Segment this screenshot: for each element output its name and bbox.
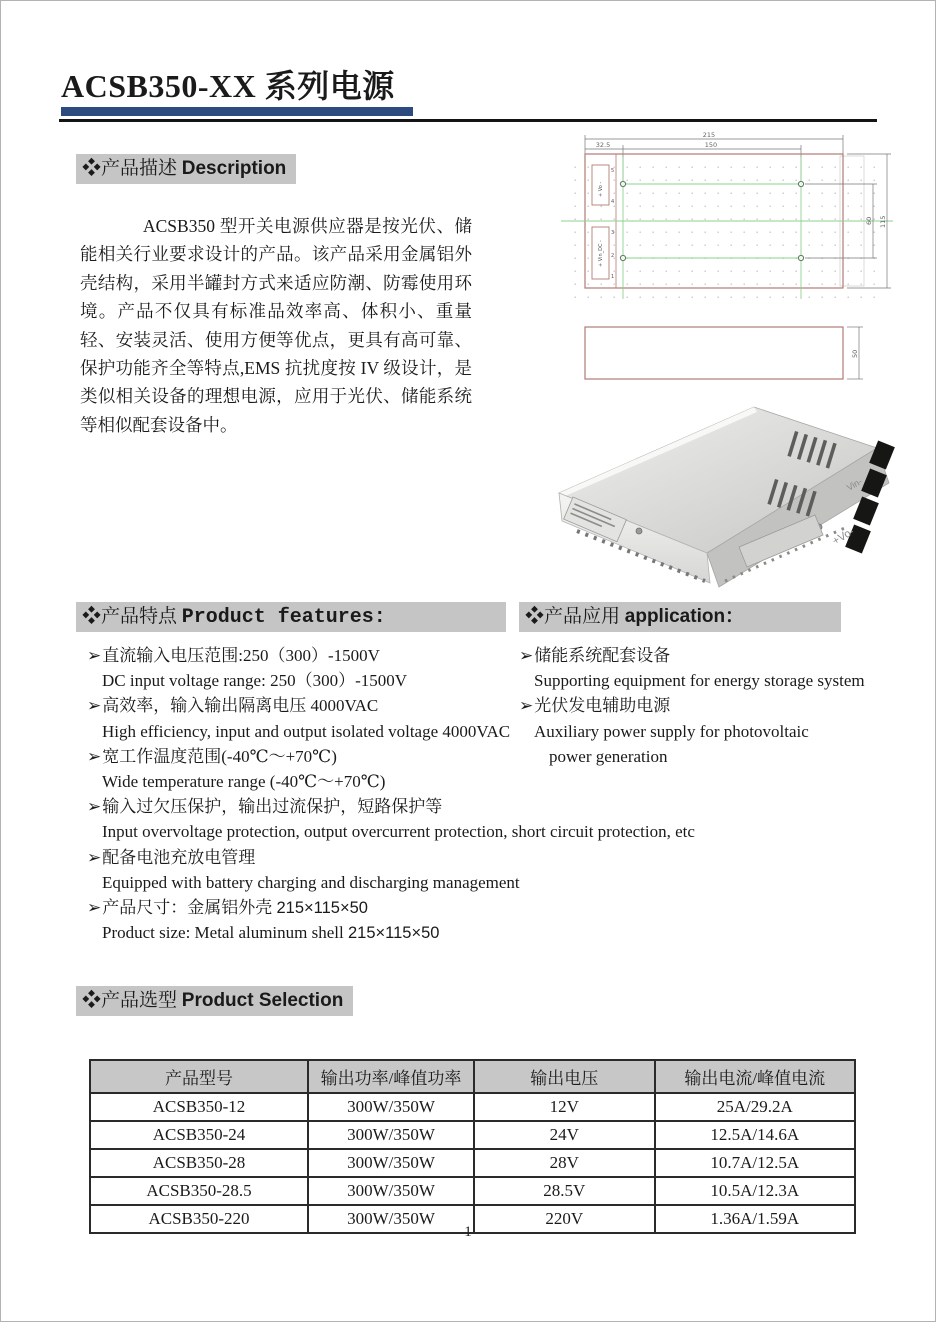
section-header-zh: ❖产品特点 <box>82 606 178 627</box>
feature-zh: 直流输入电压范围:250（300）-1500V <box>102 646 380 665</box>
section-header-zh: ❖产品应用 <box>525 606 621 627</box>
table-body <box>90 1093 855 1233</box>
table-row <box>90 1177 855 1205</box>
connector-vin-label: + Vin_DC - <box>598 240 604 267</box>
application-en: Supporting equipment for energy storage system <box>534 671 865 691</box>
page-title: ACSB350-XX 系列电源 <box>61 68 395 104</box>
feature-zh: 输入过欠压保护，输出过流保护，短路保护等 <box>102 797 443 817</box>
cell-voltage: 220V <box>474 1205 655 1233</box>
col-header-power: 输出功率/峰值功率 <box>308 1060 474 1093</box>
application-item <box>519 693 889 769</box>
cell-current: 1.36A/1.59A <box>655 1205 855 1233</box>
arrow-bullet-icon: ➢ <box>519 646 534 665</box>
pin-2: 2 <box>611 253 615 259</box>
feature-en: Equipped with battery charging and discharging management <box>102 872 520 892</box>
dimension-drawing-svg <box>561 127 899 387</box>
pin-1: 1 <box>611 274 615 280</box>
feature-item <box>87 845 797 895</box>
cell-voltage: 28.5V <box>474 1177 655 1205</box>
pin-5: 5 <box>611 168 615 174</box>
col-header-model: 产品型号 <box>90 1060 308 1093</box>
cell-voltage: 12V <box>474 1093 655 1121</box>
dim-label-60: 60 <box>865 216 873 225</box>
dimension-drawing <box>561 127 899 392</box>
dim-label-215: 215 <box>702 131 716 139</box>
col-header-voltage: 输出电压 <box>474 1060 655 1093</box>
screw <box>636 528 642 534</box>
col-header-current: 输出电流/峰值电流 <box>655 1060 855 1093</box>
dim-label-50: 50 <box>851 349 859 358</box>
title-rule <box>59 119 877 122</box>
table-row <box>90 1149 855 1177</box>
cell-current: 12.5A/14.6A <box>655 1121 855 1149</box>
application-zh: 储能系统配套设备 <box>534 646 671 665</box>
feature-en: Input overvoltage protection, output overcurrent protection, short circuit protection, etc <box>102 822 695 842</box>
cell-current: 10.5A/12.3A <box>655 1177 855 1205</box>
cell-current: 10.7A/12.5A <box>655 1149 855 1177</box>
connector-vo-label: + Vo - <box>598 181 604 197</box>
product-photo <box>547 395 899 602</box>
section-header-zh: ❖产品选型 <box>82 990 178 1011</box>
section-header-features <box>76 602 506 632</box>
section-header-application <box>519 602 841 632</box>
arrow-bullet-icon: ➢ <box>87 847 102 867</box>
page-number: 1 <box>464 1224 472 1240</box>
arrow-bullet-icon: ➢ <box>87 897 102 917</box>
feature-en-size: 215×115×50 <box>348 924 440 943</box>
pin-4: 4 <box>611 199 615 205</box>
feature-zh: 配备电池充放电管理 <box>102 847 256 867</box>
arrow-bullet-icon: ➢ <box>87 746 102 766</box>
section-header-selection <box>76 986 353 1016</box>
description-paragraph: ACSB350 型开关电源供应器是按光伏、储能相关行业要求设计的产品。该产品采用金属铝外壳结构，采用半罐封方式来适应防潮、防霉使用环境。产品不仅具有标准品效率高、体积小、重量轻、安装灵活、使用方便等优点，更具有高可靠、保护功能齐全等特点,EMS 抗扰度按 IV 级设计，是类似相关设备的理想电源，应用于光伏、储能系统等相似配套设备中。 <box>80 216 472 435</box>
section-header-description <box>76 154 296 184</box>
arrow-bullet-icon: ➢ <box>519 696 534 716</box>
section-header-en: Product features: <box>181 606 386 629</box>
application-zh: 光伏发电辅助电源 <box>534 696 671 716</box>
dim-label-115: 115 <box>879 215 887 228</box>
feature-en: DC input voltage range: 250（300）-1500V <box>102 671 408 691</box>
cell-model: ACSB350-28.5 <box>90 1177 308 1205</box>
feature-en: Product size: Metal aluminum shell <box>102 923 348 943</box>
cell-power: 300W/350W <box>308 1121 474 1149</box>
cell-power: 300W/350W <box>308 1177 474 1205</box>
pin-3: 3 <box>611 230 615 236</box>
feature-zh: 高效率，输入输出隔离电压 4000VAC <box>102 696 379 716</box>
product-photo-svg <box>547 395 899 597</box>
feature-item <box>87 895 797 945</box>
feature-zh: 宽工作温度范围(-40℃～+70℃) <box>102 746 337 766</box>
feature-en: High efficiency, input and output isolated voltage 4000VAC <box>102 721 511 741</box>
arrow-bullet-icon: ➢ <box>87 696 102 716</box>
arrow-bullet-icon: ➢ <box>87 646 102 665</box>
dim-label-32-5: 32.5 <box>595 141 611 149</box>
table-row <box>90 1121 855 1149</box>
feature-zh-size: 215×115×50 <box>276 898 368 917</box>
cell-power: 300W/350W <box>308 1093 474 1121</box>
feature-zh: 产品尺寸：金属铝外壳 <box>102 897 277 917</box>
feature-en: Wide temperature range (-40℃～+70℃) <box>102 771 386 791</box>
section-header-en: application： <box>624 606 745 627</box>
section-header-en: Product Selection <box>181 990 344 1011</box>
cell-voltage: 28V <box>474 1149 655 1177</box>
application-item <box>519 643 889 693</box>
table-header-row <box>90 1060 855 1093</box>
application-en: Auxiliary power supply for photovoltaic <box>534 721 809 741</box>
photo-label-vin: Vin- <box>845 476 864 493</box>
cell-model: ACSB350-28 <box>90 1149 308 1177</box>
cell-model: ACSB350-220 <box>90 1205 308 1233</box>
applications-list <box>519 643 889 769</box>
product-selection-table <box>89 1059 856 1234</box>
arrow-bullet-icon: ➢ <box>87 797 102 817</box>
photo-label-vo: +Vo- <box>830 525 857 548</box>
application-en-line2: power generation <box>549 746 668 766</box>
dim-label-150: 150 <box>704 141 718 149</box>
cell-voltage: 24V <box>474 1121 655 1149</box>
cell-model: ACSB350-12 <box>90 1093 308 1121</box>
table-row <box>90 1093 855 1121</box>
case-outline-side <box>585 327 843 379</box>
cell-current: 25A/29.2A <box>655 1093 855 1121</box>
title-underline-bar <box>61 107 413 116</box>
section-header-zh: ❖产品描述 <box>82 158 178 179</box>
cell-power: 300W/350W <box>308 1205 474 1233</box>
feature-item <box>87 794 797 844</box>
cell-model: ACSB350-24 <box>90 1121 308 1149</box>
section-header-en: Description <box>181 158 287 179</box>
cell-power: 300W/350W <box>308 1149 474 1177</box>
